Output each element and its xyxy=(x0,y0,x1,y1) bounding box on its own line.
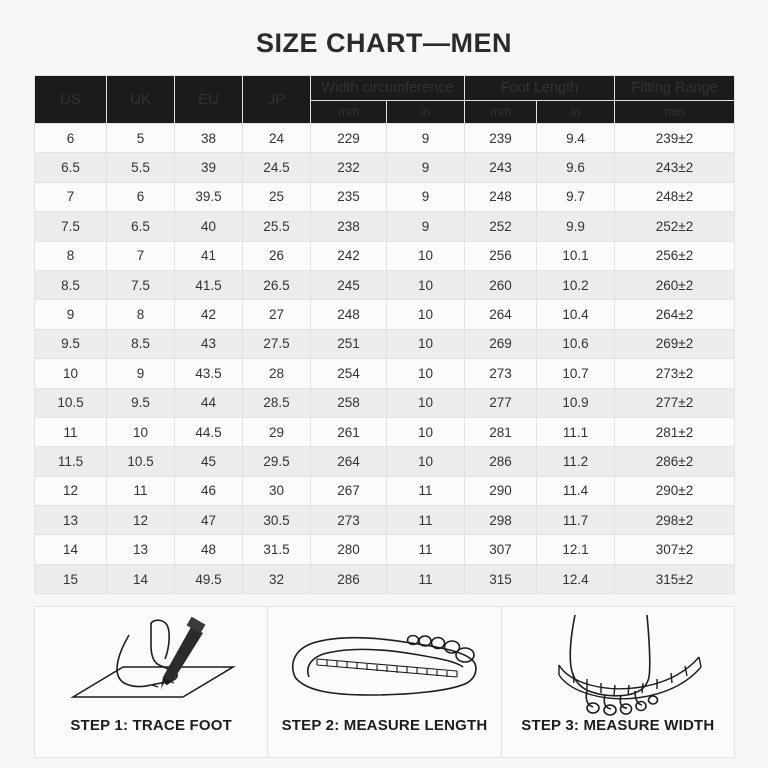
cell-fitting-range: 248±2 xyxy=(615,182,735,211)
cell-eu: 39.5 xyxy=(175,182,243,211)
cell-jp: 29 xyxy=(243,417,311,446)
cell-jp: 31.5 xyxy=(243,535,311,564)
cell-fitting-range: 269±2 xyxy=(615,329,735,358)
cell-uk: 11 xyxy=(107,476,175,505)
table-row xyxy=(35,476,735,505)
cell-jp: 30.5 xyxy=(243,506,311,535)
measurement-steps xyxy=(34,606,734,758)
step-label-3: STEP 3: MEASURE WIDTH xyxy=(521,717,715,735)
cell-width-mm: 258 xyxy=(311,388,387,417)
cell-eu: 40 xyxy=(175,212,243,241)
cell-eu: 41 xyxy=(175,241,243,270)
cell-us: 12 xyxy=(35,476,107,505)
cell-uk: 12 xyxy=(107,506,175,535)
cell-jp: 27.5 xyxy=(243,329,311,358)
cell-fitting-range: 307±2 xyxy=(615,535,735,564)
step-measure-length xyxy=(267,606,501,758)
cell-jp: 30 xyxy=(243,476,311,505)
cell-width-in: 10 xyxy=(387,388,465,417)
cell-length-mm: 315 xyxy=(465,564,537,593)
cell-length-in: 11.1 xyxy=(537,417,615,446)
cell-length-in: 10.9 xyxy=(537,388,615,417)
cell-width-in: 11 xyxy=(387,564,465,593)
cell-width-mm: 286 xyxy=(311,564,387,593)
cell-uk: 5.5 xyxy=(107,153,175,182)
cell-width-mm: 261 xyxy=(311,417,387,446)
header-row-top xyxy=(35,76,735,101)
cell-width-in: 11 xyxy=(387,476,465,505)
column-header-uk: UK xyxy=(107,76,175,124)
cell-fitting-range: 286±2 xyxy=(615,447,735,476)
cell-length-mm: 264 xyxy=(465,300,537,329)
subheader-width-in: in xyxy=(387,101,465,124)
cell-width-in: 10 xyxy=(387,447,465,476)
cell-us: 7 xyxy=(35,182,107,211)
cell-us: 11 xyxy=(35,417,107,446)
cell-length-mm: 290 xyxy=(465,476,537,505)
cell-length-mm: 298 xyxy=(465,506,537,535)
cell-width-mm: 254 xyxy=(311,359,387,388)
cell-fitting-range: 273±2 xyxy=(615,359,735,388)
cell-width-in: 10 xyxy=(387,329,465,358)
cell-fitting-range: 260±2 xyxy=(615,270,735,299)
subheader-fitting-mm: mm xyxy=(615,101,735,124)
column-header-jp: JP xyxy=(243,76,311,124)
cell-length-mm: 248 xyxy=(465,182,537,211)
cell-eu: 47 xyxy=(175,506,243,535)
cell-length-in: 11.7 xyxy=(537,506,615,535)
cell-eu: 43.5 xyxy=(175,359,243,388)
cell-width-in: 11 xyxy=(387,506,465,535)
cell-us: 15 xyxy=(35,564,107,593)
cell-width-mm: 248 xyxy=(311,300,387,329)
cell-width-mm: 238 xyxy=(311,212,387,241)
cell-length-mm: 307 xyxy=(465,535,537,564)
cell-width-mm: 245 xyxy=(311,270,387,299)
cell-uk: 14 xyxy=(107,564,175,593)
column-header-fitting-range: Fitting Range xyxy=(615,76,735,101)
cell-uk: 9 xyxy=(107,359,175,388)
cell-fitting-range: 239±2 xyxy=(615,124,735,153)
cell-eu: 41.5 xyxy=(175,270,243,299)
cell-jp: 25.5 xyxy=(243,212,311,241)
cell-width-in: 10 xyxy=(387,241,465,270)
foot-trace-icon xyxy=(35,613,267,717)
cell-jp: 32 xyxy=(243,564,311,593)
table-row xyxy=(35,417,735,446)
cell-eu: 44 xyxy=(175,388,243,417)
cell-eu: 42 xyxy=(175,300,243,329)
cell-length-mm: 269 xyxy=(465,329,537,358)
cell-uk: 6 xyxy=(107,182,175,211)
cell-width-in: 10 xyxy=(387,270,465,299)
cell-length-in: 11.2 xyxy=(537,447,615,476)
cell-fitting-range: 281±2 xyxy=(615,417,735,446)
cell-uk: 13 xyxy=(107,535,175,564)
cell-length-in: 12.4 xyxy=(537,564,615,593)
cell-width-mm: 235 xyxy=(311,182,387,211)
table-row xyxy=(35,182,735,211)
cell-us: 13 xyxy=(35,506,107,535)
page-title: SIZE CHART—MEN xyxy=(256,28,512,58)
step-trace-foot xyxy=(34,606,268,758)
cell-eu: 48 xyxy=(175,535,243,564)
cell-uk: 7 xyxy=(107,241,175,270)
cell-us: 10.5 xyxy=(35,388,107,417)
cell-jp: 29.5 xyxy=(243,447,311,476)
table-row xyxy=(35,212,735,241)
column-header-foot-length: Foot Length xyxy=(465,76,615,101)
cell-uk: 10.5 xyxy=(107,447,175,476)
table-row xyxy=(35,329,735,358)
cell-length-in: 10.2 xyxy=(537,270,615,299)
table-row xyxy=(35,270,735,299)
cell-jp: 26 xyxy=(243,241,311,270)
cell-us: 7.5 xyxy=(35,212,107,241)
cell-length-in: 10.4 xyxy=(537,300,615,329)
cell-width-mm: 267 xyxy=(311,476,387,505)
cell-length-mm: 256 xyxy=(465,241,537,270)
table-row xyxy=(35,388,735,417)
cell-width-in: 10 xyxy=(387,359,465,388)
cell-fitting-range: 290±2 xyxy=(615,476,735,505)
table-row xyxy=(35,564,735,593)
cell-eu: 38 xyxy=(175,124,243,153)
table-row xyxy=(35,359,735,388)
cell-us: 8.5 xyxy=(35,270,107,299)
cell-eu: 44.5 xyxy=(175,417,243,446)
table-row xyxy=(35,447,735,476)
cell-width-mm: 229 xyxy=(311,124,387,153)
column-header-width-circumference: Width circumference xyxy=(311,76,465,101)
cell-length-in: 10.1 xyxy=(537,241,615,270)
cell-eu: 43 xyxy=(175,329,243,358)
cell-length-in: 10.6 xyxy=(537,329,615,358)
size-chart-table xyxy=(34,75,735,594)
cell-eu: 39 xyxy=(175,153,243,182)
subheader-length-mm: mm xyxy=(465,101,537,124)
column-header-eu: EU xyxy=(175,76,243,124)
cell-width-in: 9 xyxy=(387,153,465,182)
cell-length-mm: 277 xyxy=(465,388,537,417)
cell-width-in: 11 xyxy=(387,535,465,564)
cell-length-mm: 239 xyxy=(465,124,537,153)
cell-fitting-range: 277±2 xyxy=(615,388,735,417)
cell-uk: 9.5 xyxy=(107,388,175,417)
cell-fitting-range: 298±2 xyxy=(615,506,735,535)
cell-jp: 24.5 xyxy=(243,153,311,182)
cell-eu: 46 xyxy=(175,476,243,505)
cell-length-in: 9.7 xyxy=(537,182,615,211)
cell-length-in: 9.9 xyxy=(537,212,615,241)
cell-width-in: 10 xyxy=(387,417,465,446)
cell-uk: 8.5 xyxy=(107,329,175,358)
step-label-1: STEP 1: TRACE FOOT xyxy=(70,717,232,735)
cell-us: 6 xyxy=(35,124,107,153)
cell-jp: 28.5 xyxy=(243,388,311,417)
cell-width-mm: 273 xyxy=(311,506,387,535)
table-row xyxy=(35,506,735,535)
foot-length-ruler-icon xyxy=(268,613,500,717)
cell-length-mm: 252 xyxy=(465,212,537,241)
cell-width-in: 9 xyxy=(387,212,465,241)
foot-width-tape-icon xyxy=(502,613,734,717)
table-header xyxy=(35,76,735,124)
cell-fitting-range: 256±2 xyxy=(615,241,735,270)
cell-jp: 26.5 xyxy=(243,270,311,299)
cell-length-mm: 260 xyxy=(465,270,537,299)
cell-uk: 6.5 xyxy=(107,212,175,241)
cell-width-mm: 280 xyxy=(311,535,387,564)
table-body xyxy=(35,124,735,594)
table-row xyxy=(35,241,735,270)
cell-width-in: 9 xyxy=(387,124,465,153)
cell-length-in: 10.7 xyxy=(537,359,615,388)
cell-jp: 24 xyxy=(243,124,311,153)
table-row xyxy=(35,535,735,564)
cell-uk: 8 xyxy=(107,300,175,329)
cell-jp: 28 xyxy=(243,359,311,388)
cell-width-mm: 232 xyxy=(311,153,387,182)
cell-fitting-range: 252±2 xyxy=(615,212,735,241)
cell-us: 10 xyxy=(35,359,107,388)
step-measure-width xyxy=(501,606,735,758)
cell-jp: 27 xyxy=(243,300,311,329)
cell-length-mm: 243 xyxy=(465,153,537,182)
cell-fitting-range: 243±2 xyxy=(615,153,735,182)
cell-us: 8 xyxy=(35,241,107,270)
column-header-us: US xyxy=(35,76,107,124)
cell-length-mm: 273 xyxy=(465,359,537,388)
table-row xyxy=(35,153,735,182)
cell-us: 9 xyxy=(35,300,107,329)
cell-length-in: 11.4 xyxy=(537,476,615,505)
cell-length-in: 12.1 xyxy=(537,535,615,564)
subheader-width-mm: mm xyxy=(311,101,387,124)
cell-uk: 10 xyxy=(107,417,175,446)
cell-uk: 7.5 xyxy=(107,270,175,299)
cell-us: 6.5 xyxy=(35,153,107,182)
subheader-length-in: in xyxy=(537,101,615,124)
step-label-2: STEP 2: MEASURE LENGTH xyxy=(281,717,488,735)
table-row xyxy=(35,300,735,329)
table-row xyxy=(35,124,735,153)
cell-length-in: 9.6 xyxy=(537,153,615,182)
cell-eu: 45 xyxy=(175,447,243,476)
cell-eu: 49.5 xyxy=(175,564,243,593)
cell-fitting-range: 264±2 xyxy=(615,300,735,329)
cell-us: 9.5 xyxy=(35,329,107,358)
cell-length-in: 9.4 xyxy=(537,124,615,153)
cell-uk: 5 xyxy=(107,124,175,153)
cell-us: 14 xyxy=(35,535,107,564)
cell-width-mm: 251 xyxy=(311,329,387,358)
cell-length-mm: 281 xyxy=(465,417,537,446)
cell-jp: 25 xyxy=(243,182,311,211)
cell-width-in: 9 xyxy=(387,182,465,211)
cell-width-mm: 242 xyxy=(311,241,387,270)
cell-width-mm: 264 xyxy=(311,447,387,476)
cell-us: 11.5 xyxy=(35,447,107,476)
cell-length-mm: 286 xyxy=(465,447,537,476)
cell-fitting-range: 315±2 xyxy=(615,564,735,593)
cell-width-in: 10 xyxy=(387,300,465,329)
